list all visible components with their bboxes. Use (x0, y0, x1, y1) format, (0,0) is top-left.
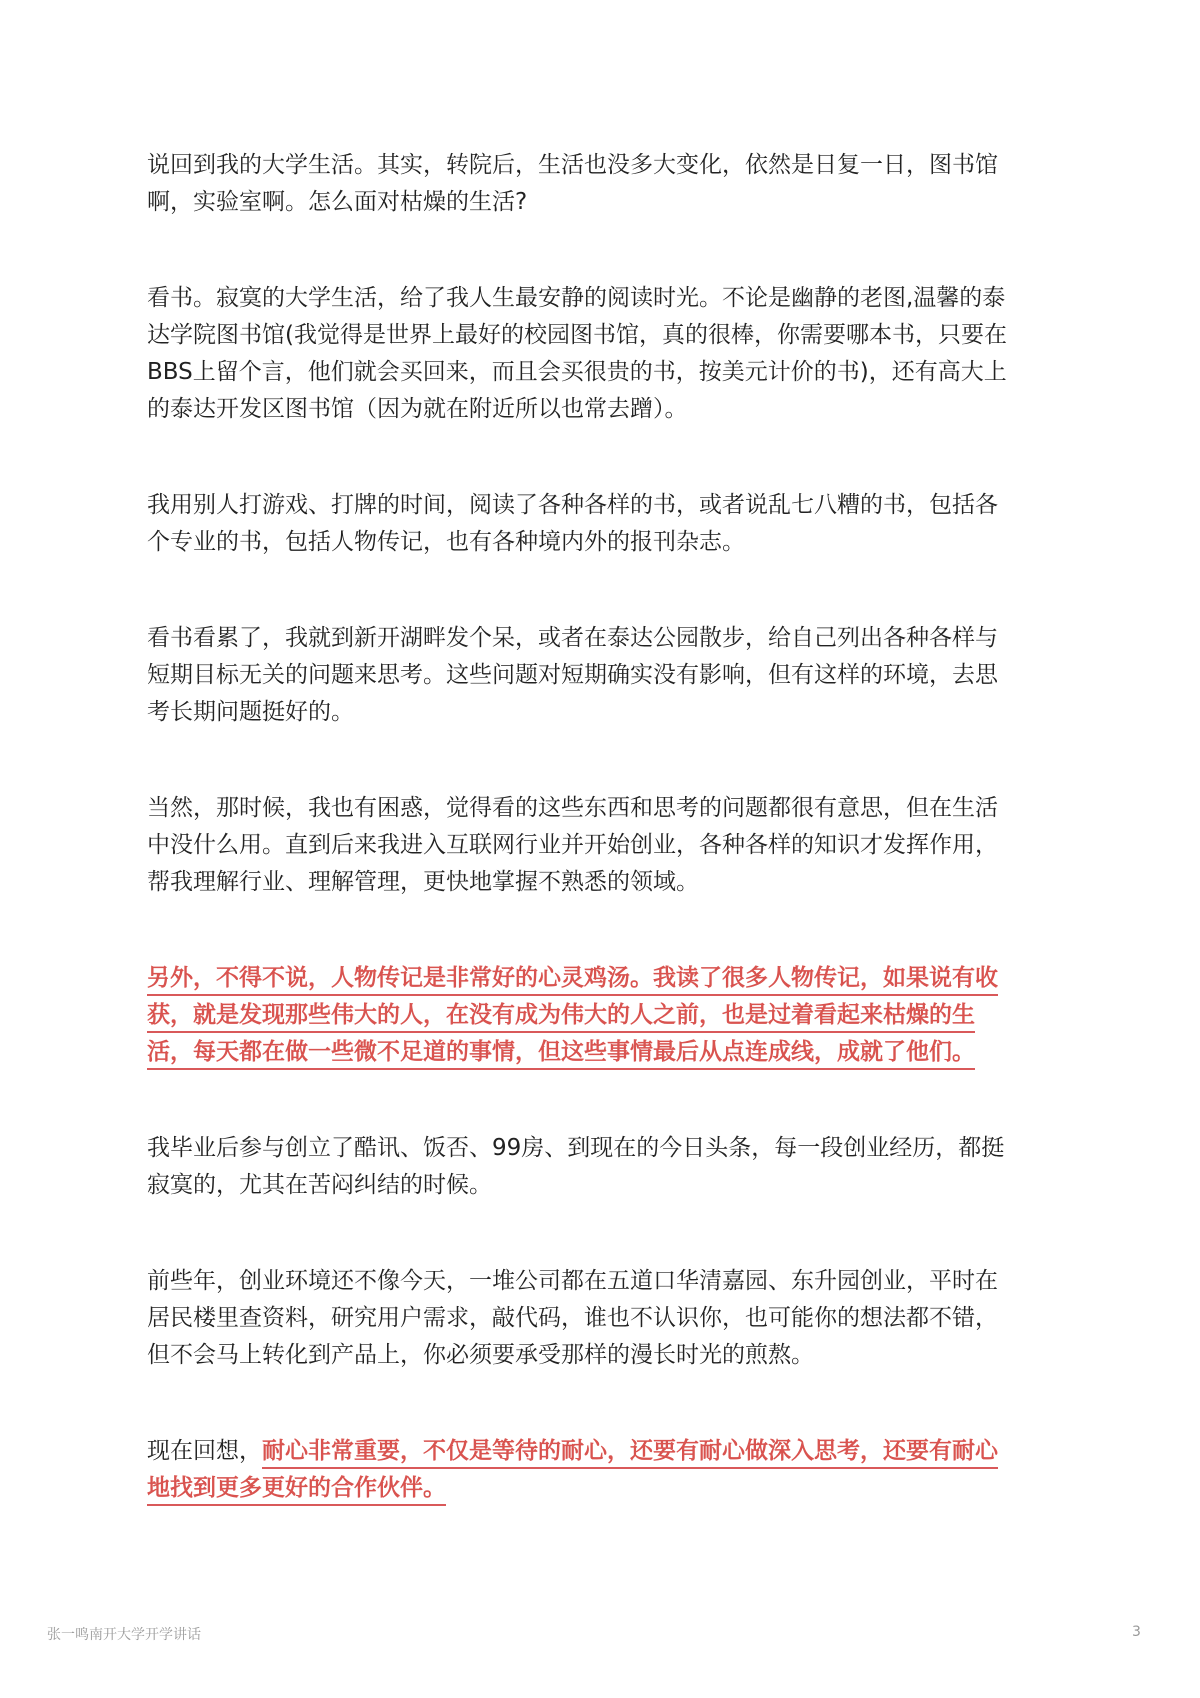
highlighted-text: 地找到更多更好的合作伙伴。 (147, 1475, 446, 1501)
line-text: 看书。寂寞的大学生活，给了我人生最安静的阅读时光。不论是幽静的老图,温馨的泰 (147, 285, 1006, 311)
line-text: 当然，那时候，我也有困惑，觉得看的这些东西和思考的问题都很有意思，但在生活 (147, 795, 998, 821)
paragraph (147, 147, 1077, 221)
line-text: BBS上留个言，他们就会买回来，而且会买很贵的书，按美元计价的书)，还有高大上 (147, 359, 1007, 385)
text-line (147, 827, 1077, 864)
line-text: 的泰达开发区图书馆（因为就在附近所以也常去蹭）。 (147, 396, 688, 422)
text-line (147, 790, 1077, 827)
line-text: 前些年，创业环境还不像今天，一堆公司都在五道口华清嘉园、东升园创业，平时在 (147, 1268, 998, 1294)
line-text: 我毕业后参与创立了酷讯、饭否、99房、到现在的今日头条，每一段创业经历，都挺 (147, 1135, 1005, 1161)
paragraph (147, 1263, 1077, 1374)
text-line (147, 1470, 1077, 1507)
paragraph (147, 790, 1077, 901)
text-line (147, 524, 1077, 561)
text-line (147, 864, 1077, 901)
line-text: 帮我理解行业、理解管理，更快地掌握不熟悉的领域。 (147, 869, 699, 895)
highlighted-paragraph (147, 960, 1077, 1071)
paragraph (147, 487, 1077, 561)
text-line (147, 391, 1077, 428)
text-line (147, 1337, 1077, 1374)
text-line (147, 487, 1077, 524)
highlighted-text: 耐心非常重要，不仅是等待的耐心，还要有耐心做深入思考，还要有耐心 (262, 1438, 998, 1464)
text-line (147, 960, 1077, 997)
prefix-text: 现在回想， (147, 1438, 262, 1464)
line-text: 获，就是发现那些伟大的人，在没有成为伟大的人之前，也是过着看起来枯燥的生 (147, 1002, 975, 1028)
document-body (147, 147, 1077, 1566)
text-line (147, 280, 1077, 317)
text-line (147, 1167, 1077, 1204)
text-line (147, 147, 1077, 184)
line-text: 另外，不得不说，人物传记是非常好的心灵鸡汤。我读了很多人物传记，如果说有收 (147, 965, 998, 991)
line-text: 居民楼里查资料，研究用户需求，敲代码，谁也不认识你，也可能你的想法都不错， (147, 1305, 998, 1331)
text-line (147, 1130, 1077, 1167)
line-text: 说回到我的大学生活。其实，转院后，生活也没多大变化，依然是日复一日，图书馆 (147, 152, 998, 178)
footer-title: 张一鸣南开大学开学讲话 (47, 1627, 201, 1643)
text-line (147, 1300, 1077, 1337)
line-text: 个专业的书，包括人物传记，也有各种境内外的报刊杂志。 (147, 529, 745, 555)
line-text: 活，每天都在做一些微不足道的事情，但这些事情最后从点连成线，成就了他们。 (147, 1039, 975, 1065)
line-text: 短期目标无关的问题来思考。这些问题对短期确实没有影响，但有这样的环境，去思 (147, 662, 998, 688)
line-text: 中没什么用。直到后来我进入互联网行业并开始创业，各种各样的知识才发挥作用， (147, 832, 998, 858)
paragraph (147, 620, 1077, 731)
text-line (147, 1034, 1077, 1071)
line-text: 啊，实验室啊。怎么面对枯燥的生活? (147, 189, 528, 215)
line-text: 看书看累了，我就到新开湖畔发个呆，或者在泰达公园散步，给自己列出各种各样与 (147, 625, 998, 651)
text-line (147, 184, 1077, 221)
line-text: 达学院图书馆(我觉得是世界上最好的校园图书馆，真的很棒，你需要哪本书，只要在 (147, 322, 1007, 348)
line-text: 考长期问题挺好的。 (147, 699, 354, 725)
paragraph (147, 280, 1077, 428)
text-line (147, 317, 1077, 354)
line-text: 但不会马上转化到产品上，你必须要承受那样的漫长时光的煎熬。 (147, 1342, 814, 1368)
text-line (147, 997, 1077, 1034)
final-paragraph (147, 1433, 1077, 1507)
text-line (147, 694, 1077, 731)
text-line (147, 1263, 1077, 1300)
paragraph (147, 1130, 1077, 1204)
text-line (147, 657, 1077, 694)
page-number: 3 (1132, 1624, 1141, 1640)
line-text: 寂寞的，尤其在苦闷纠结的时候。 (147, 1172, 492, 1198)
text-line (147, 1433, 1077, 1470)
text-line (147, 354, 1077, 391)
line-text: 我用别人打游戏、打牌的时间，阅读了各种各样的书，或者说乱七八糟的书，包括各 (147, 492, 998, 518)
text-line (147, 620, 1077, 657)
